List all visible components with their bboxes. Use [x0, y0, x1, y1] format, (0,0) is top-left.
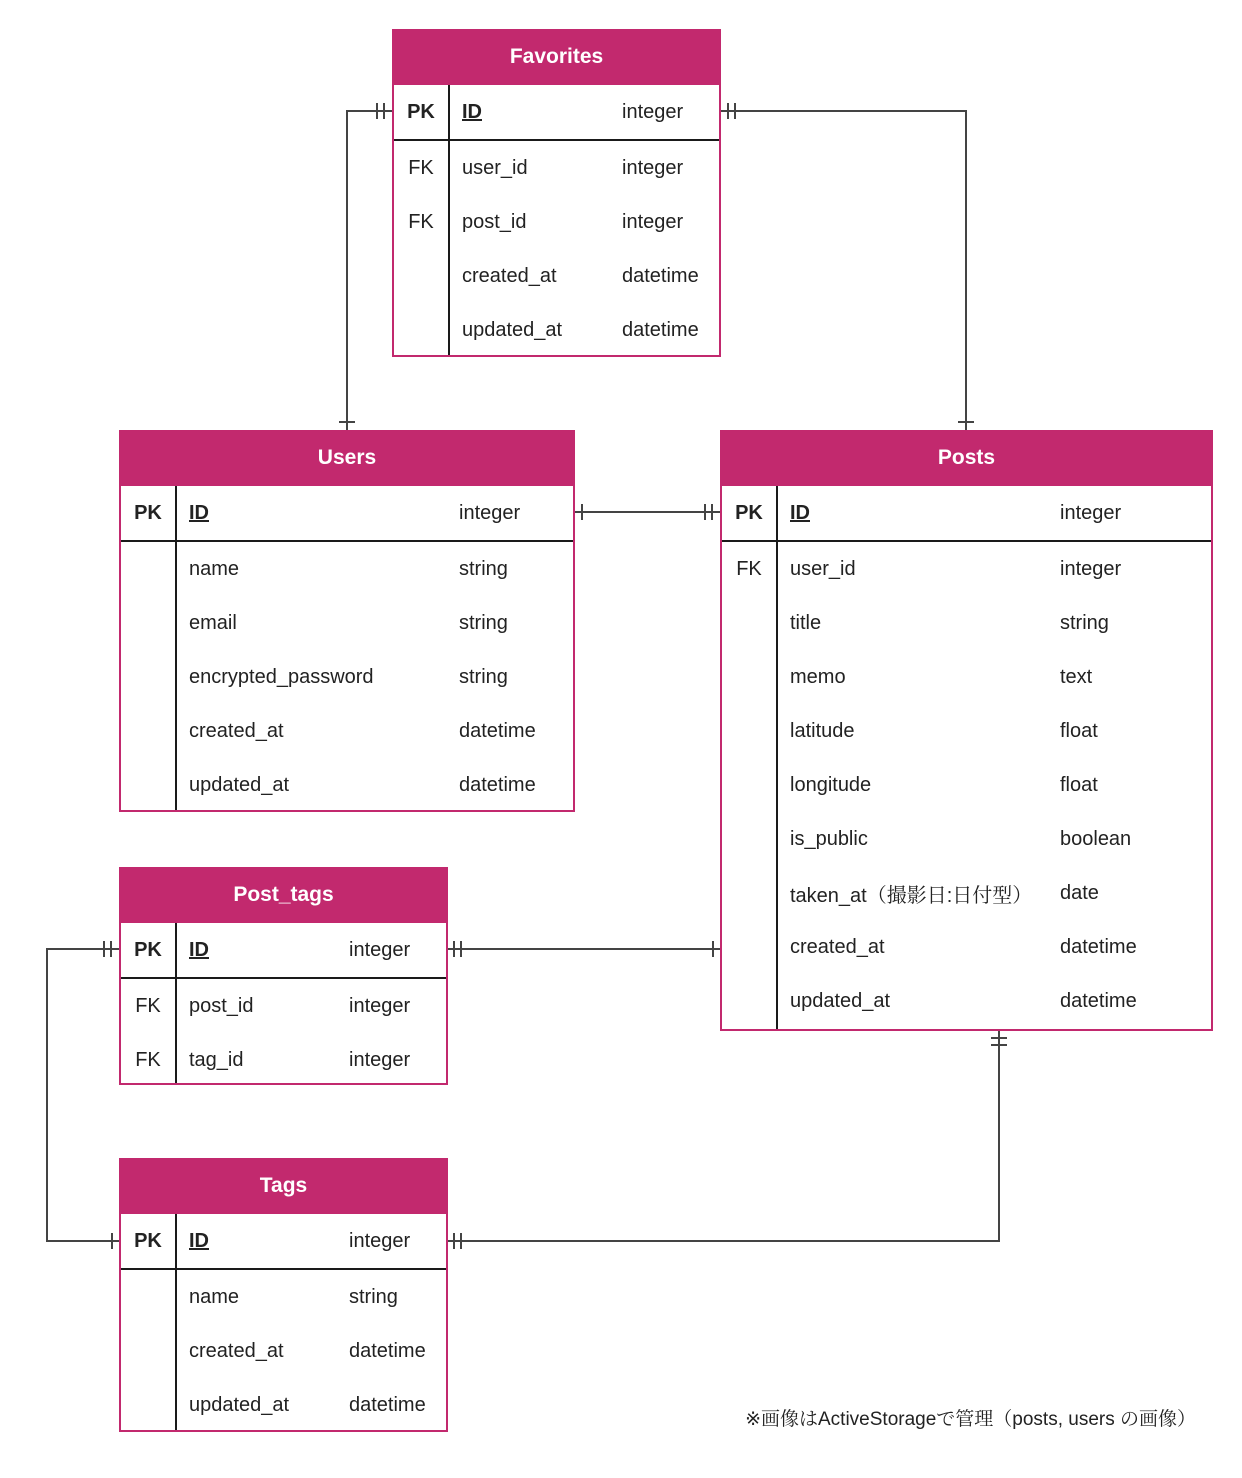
fk-label: FK — [408, 156, 434, 179]
field-name: post_id — [462, 210, 527, 233]
footnote: ※画像はActiveStorageで管理（posts, users の画像） — [745, 1409, 1196, 1430]
entity-title: Post_tags — [119, 867, 448, 923]
field-row — [722, 920, 1211, 974]
entity-title: Posts — [720, 430, 1213, 486]
field-row — [121, 1270, 446, 1324]
pk-row — [121, 923, 446, 979]
key-label — [121, 1378, 175, 1432]
pk-row — [722, 486, 1211, 542]
field-name: user_id — [790, 557, 856, 580]
field-name: created_at — [790, 935, 885, 958]
key-label — [722, 812, 776, 866]
field-row — [722, 866, 1211, 920]
field-type: datetime — [1060, 989, 1137, 1012]
pk-label: PK — [134, 1229, 162, 1252]
field-name: ID — [189, 938, 209, 961]
field-name: title — [790, 611, 822, 634]
key-label — [121, 1324, 175, 1378]
field-type: datetime — [622, 318, 699, 341]
field-row — [394, 195, 719, 249]
field-name: name — [189, 557, 240, 580]
field-type: string — [459, 557, 508, 580]
key-label — [722, 650, 776, 704]
key-label — [722, 758, 776, 812]
field-type: integer — [349, 938, 411, 961]
field-name: taken_at（撮影日:日付型） — [790, 884, 1033, 907]
field-name: email — [189, 611, 237, 634]
key-label — [722, 974, 776, 1028]
entity-favorites[interactable] — [392, 29, 721, 357]
key-label — [722, 920, 776, 974]
field-type: datetime — [349, 1393, 426, 1416]
field-name: longitude — [790, 773, 872, 796]
pk-row — [394, 85, 719, 141]
field-row — [121, 542, 573, 596]
field-name: ID — [790, 501, 810, 524]
field-type: string — [1060, 611, 1109, 634]
field-row — [121, 979, 446, 1033]
fk-label: FK — [736, 557, 762, 580]
key-label — [121, 758, 175, 812]
key-label — [722, 866, 776, 920]
pk-row — [121, 1214, 446, 1270]
field-type: string — [459, 665, 508, 688]
field-type: integer — [349, 994, 411, 1017]
entity-tags[interactable] — [119, 1158, 448, 1432]
key-label — [121, 650, 175, 704]
field-row — [722, 758, 1211, 812]
key-label — [121, 542, 175, 596]
field-type: string — [349, 1285, 398, 1308]
field-type: integer — [622, 210, 684, 233]
pk-row — [121, 486, 573, 542]
entity-title: Tags — [119, 1158, 448, 1214]
field-row — [394, 141, 719, 195]
fk-label: FK — [408, 210, 434, 233]
field-row — [121, 1033, 446, 1087]
field-type: datetime — [459, 719, 536, 742]
field-name: is_public — [790, 827, 868, 850]
key-label — [394, 249, 448, 303]
field-name: encrypted_password — [189, 665, 374, 688]
field-row — [394, 303, 719, 357]
field-name: ID — [189, 501, 209, 524]
entity-title: Favorites — [392, 29, 721, 85]
key-label — [121, 596, 175, 650]
field-type: integer — [349, 1048, 411, 1071]
relation-favorites-users — [347, 111, 393, 430]
entity-posts[interactable] — [720, 430, 1213, 1031]
key-label — [394, 303, 448, 357]
field-name: created_at — [189, 1339, 284, 1362]
field-type: integer — [622, 156, 684, 179]
fk-label: FK — [135, 994, 161, 1017]
field-row — [722, 974, 1211, 1028]
field-name: post_id — [189, 994, 254, 1017]
field-name: ID — [189, 1229, 209, 1252]
field-type: integer — [1060, 557, 1122, 580]
field-row — [722, 596, 1211, 650]
field-row — [121, 758, 573, 812]
field-name: updated_at — [189, 773, 290, 796]
fk-label: FK — [135, 1048, 161, 1071]
field-row — [722, 650, 1211, 704]
field-row — [121, 650, 573, 704]
key-label — [722, 596, 776, 650]
field-name: updated_at — [790, 989, 891, 1012]
field-name: tag_id — [189, 1048, 244, 1071]
relation-posttags-tags — [47, 949, 120, 1241]
relation-tags-posts — [447, 1030, 999, 1241]
field-type: float — [1060, 719, 1098, 742]
field-row — [722, 812, 1211, 866]
field-type: datetime — [349, 1339, 426, 1362]
field-row — [121, 1378, 446, 1432]
field-name: created_at — [189, 719, 284, 742]
pk-label: PK — [134, 501, 162, 524]
pk-label: PK — [407, 100, 435, 123]
field-type: date — [1060, 881, 1099, 904]
key-label — [121, 1270, 175, 1324]
key-label — [121, 704, 175, 758]
entity-users[interactable] — [119, 430, 575, 812]
field-row — [394, 249, 719, 303]
field-name: user_id — [462, 156, 528, 179]
field-name: created_at — [462, 264, 557, 287]
field-type: integer — [349, 1229, 411, 1252]
field-type: integer — [459, 501, 521, 524]
field-row — [722, 704, 1211, 758]
field-type: string — [459, 611, 508, 634]
relation-favorites-posts — [720, 111, 966, 430]
field-name: updated_at — [189, 1393, 290, 1416]
field-type: datetime — [1060, 935, 1137, 958]
field-type: float — [1060, 773, 1098, 796]
field-row — [121, 596, 573, 650]
field-type: integer — [1060, 501, 1122, 524]
field-type: text — [1060, 665, 1093, 688]
field-row — [121, 704, 573, 758]
field-type: datetime — [622, 264, 699, 287]
field-name: name — [189, 1285, 240, 1308]
field-name: memo — [790, 665, 846, 688]
field-type: boolean — [1060, 827, 1132, 850]
field-name: updated_at — [462, 318, 563, 341]
pk-label: PK — [134, 938, 162, 961]
pk-label: PK — [735, 501, 763, 524]
field-type: integer — [622, 100, 684, 123]
field-name: latitude — [790, 719, 855, 742]
field-row — [722, 542, 1211, 596]
entity-title: Users — [119, 430, 575, 486]
key-label — [722, 704, 776, 758]
field-name: ID — [462, 100, 482, 123]
entity-post-tags[interactable] — [119, 867, 448, 1085]
field-type: datetime — [459, 773, 536, 796]
field-row — [121, 1324, 446, 1378]
